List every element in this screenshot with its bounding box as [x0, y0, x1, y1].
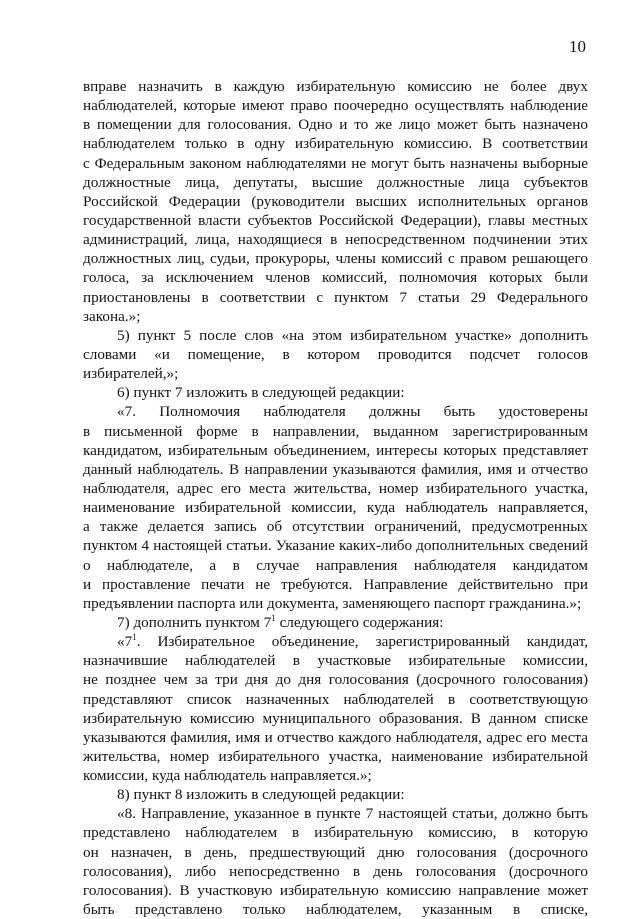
text-line: должностные лица, депутаты, высшие должностные лица субъектов — [83, 173, 588, 191]
text-fragment: 7) дополнить пунктом 7 — [117, 613, 272, 631]
text-line: он назначен, в день, предшествующий дню голосования (досрочного — [83, 843, 588, 861]
text-line: голосования), либо непосредственно в день голосования (досрочного — [83, 862, 588, 880]
text-line: указываются фамилия, имя и отчество каждого наблюдателя, адрес его места — [83, 728, 588, 746]
text-line: с Федеральным законом наблюдателями не могут быть назначены выборные — [83, 154, 588, 172]
text-line: о наблюдателе, а в случае направления наблюдателя кандидатом — [83, 556, 588, 574]
text-line: данный наблюдатель. В направлении указываются фамилия, имя и отчество — [83, 460, 588, 478]
text-line: наблюдателя, адрес его места жительства, номер избирательного участка, — [83, 479, 588, 497]
text-line: а также делается запись об отсутствии ограничений, предусмотренных — [83, 518, 588, 536]
text-line: комиссии, куда наблюдатель направляется.»; — [83, 767, 372, 785]
text-fragment: . Избирательное объединение, зарегистрированный кандидат, — [136, 633, 588, 651]
text-line: пунктом 4 настоящей статьи. Указание каких-либо дополнительных сведений — [83, 537, 588, 555]
text-line: наблюдателей, которые имеют право поочередно осуществлять наблюдение — [83, 97, 588, 115]
text-line: наименование избирательной комиссии, куда наблюдатель направляется, — [83, 499, 588, 517]
text-line: «8. Направление, указанное в пункте 7 настоящей статьи, должно быть — [117, 805, 588, 823]
text-line: должностных лиц, судьи, прокуроры, члены комиссий с правом решающего — [83, 250, 588, 268]
text-line: избирательную комиссию муниципального образования. В данном списке — [83, 709, 588, 727]
text-line: голосования). В участковую избирательную комиссию направление может — [83, 881, 588, 899]
text-line: не позднее чем за три дня до дня голосования (досрочного голосования) — [83, 671, 588, 689]
text-line: в письменной форме в направлении, выданном зарегистрированным — [83, 422, 588, 440]
text-line: избирателей,»; — [83, 365, 179, 383]
superscript: 1 — [271, 612, 276, 623]
text-line: 8) пункт 8 изложить в следующей редакции: — [117, 786, 405, 804]
text-line: государственной власти субъектов Российской Федерации), главы местных — [83, 211, 588, 229]
text-line: предъявлении паспорта или документа, заменяющего паспорт гражданина.»; — [83, 594, 582, 612]
text-line: приостановлены в соответствии с пунктом 7 статьи 29 Федерального — [83, 288, 588, 306]
text-line: и проставление печати не требуются. Направление действительно при — [83, 575, 588, 593]
text-line: вправе назначить в каждую избирательную комиссию не более двух — [83, 78, 588, 95]
text-line: администраций, лица, находящиеся в непосредственном подчинении этих — [83, 231, 588, 249]
text-line: представлено наблюдателем в избирательную комиссию, в которую — [83, 824, 588, 842]
text-line: жительства, номер избирательного участка, наименование избирательной — [83, 747, 588, 765]
text-line: представляют список назначенных наблюдателей в соответствующую — [83, 690, 588, 708]
text-line: 6) пункт 7 изложить в следующей редакции: — [117, 384, 405, 402]
text-line: кандидатом, избирательным объединением, интересы которых представляет — [83, 441, 588, 459]
text-line: назначившие наблюдателей в участковые избирательные комиссии, — [83, 652, 588, 670]
text-line — [83, 632, 588, 651]
text-line: «7. Полномочия наблюдателя должны быть удостоверены — [117, 403, 588, 421]
document-body — [83, 77, 588, 919]
text-line: 5) пункт 5 после слов «на этом избирательном участке» дополнить — [117, 326, 588, 344]
text-line: быть представлено только наблюдателем, указанным в списке, — [83, 901, 588, 919]
text-line — [83, 613, 588, 632]
text-line: закона.»; — [83, 307, 141, 325]
text-line: Российской Федерации (руководители высших исполнительных органов — [83, 192, 588, 210]
page-number: 10 — [569, 37, 586, 56]
text-line: в помещении для голосования. Одно и то же лицо может быть назначено — [83, 116, 588, 134]
text-fragment: следующего содержания: — [275, 613, 444, 631]
text-line: наблюдателем только в одну избирательную комиссию. В соответствии — [83, 135, 588, 153]
text-line: словами «и помещение, в котором проводится подсчет голосов — [83, 345, 588, 363]
text-line: голоса, за исключением членов комиссий, полномочия которых были — [83, 269, 588, 287]
superscript: 1 — [132, 632, 137, 643]
text-fragment: «7 — [117, 633, 133, 651]
